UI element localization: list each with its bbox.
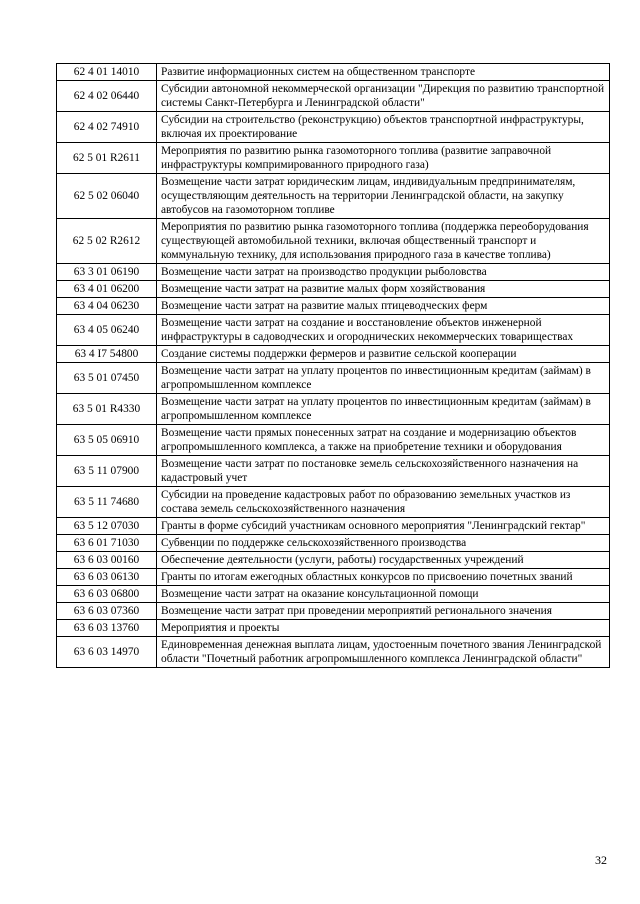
budget-code-cell: 62 5 01 R2611 (57, 143, 157, 174)
description-cell: Субвенции по поддержке сельскохозяйственного производства (157, 535, 610, 552)
budget-code-table (56, 63, 610, 668)
table-row (57, 569, 610, 586)
table-row (57, 81, 610, 112)
budget-code-cell: 62 4 01 14010 (57, 64, 157, 81)
budget-code-cell: 63 6 03 06800 (57, 586, 157, 603)
budget-code-cell: 63 3 01 06190 (57, 264, 157, 281)
table-row (57, 518, 610, 535)
description-cell: Возмещение части затрат на создание и восстановление объектов инженерной инфраструктуры в садоводческих и огороднических некоммерческих товариществах (157, 315, 610, 346)
description-cell: Возмещение части затрат на уплату процентов по инвестиционным кредитам (займам) в агропромышленном комплексе (157, 363, 610, 394)
table-row (57, 315, 610, 346)
table-row (57, 112, 610, 143)
description-cell: Возмещение части затрат на оказание консультационной помощи (157, 586, 610, 603)
table-row (57, 603, 610, 620)
budget-code-cell: 62 5 02 06040 (57, 174, 157, 219)
description-cell: Возмещение части затрат при проведении мероприятий регионального значения (157, 603, 610, 620)
table-row (57, 346, 610, 363)
description-cell: Субсидии на строительство (реконструкцию) объектов транспортной инфраструктуры, включая их проектирование (157, 112, 610, 143)
description-cell: Субсидии на проведение кадастровых работ по образованию земельных участков из состава земель сельскохозяйственного назначения (157, 487, 610, 518)
description-cell: Мероприятия по развитию рынка газомоторного топлива (поддержка переоборудования существующей автомобильной техники, включая общественный транспорт и коммунальную технику, для использования природного газа в качестве топлива) (157, 219, 610, 264)
table-row (57, 281, 610, 298)
budget-code-cell: 62 5 02 R2612 (57, 219, 157, 264)
description-cell: Возмещение части затрат на развитие малых птицеводческих ферм (157, 298, 610, 315)
description-cell: Мероприятия и проекты (157, 620, 610, 637)
budget-code-cell: 63 6 03 14970 (57, 637, 157, 668)
description-cell: Единовременная денежная выплата лицам, удостоенным почетного звания Ленинградской области "Почетный работник агропромышленного комплекса Ленинградской области" (157, 637, 610, 668)
budget-code-cell: 62 4 02 74910 (57, 112, 157, 143)
description-cell: Возмещение части затрат юридическим лицам, индивидуальным предпринимателям, осуществляющим деятельность на территории Ленинградской области, на закупку автобусов на газомоторном топливе (157, 174, 610, 219)
budget-code-cell: 63 6 03 07360 (57, 603, 157, 620)
budget-code-cell: 63 6 03 06130 (57, 569, 157, 586)
page-number: 32 (595, 853, 607, 867)
budget-code-cell: 63 5 12 07030 (57, 518, 157, 535)
table-row (57, 425, 610, 456)
budget-code-cell: 63 4 04 06230 (57, 298, 157, 315)
description-cell: Создание системы поддержки фермеров и развитие сельской кооперации (157, 346, 610, 363)
description-cell: Возмещение части прямых понесенных затрат на создание и модернизацию объектов агропромышленного комплекса, а также на приобретение техники и оборудования (157, 425, 610, 456)
table-row (57, 219, 610, 264)
table-row (57, 64, 610, 81)
description-cell: Гранты по итогам ежегодных областных конкурсов по присвоению почетных званий (157, 569, 610, 586)
table-row (57, 394, 610, 425)
table-row (57, 487, 610, 518)
description-cell: Гранты в форме субсидий участникам основного мероприятия "Ленинградский гектар" (157, 518, 610, 535)
budget-code-cell: 63 5 01 07450 (57, 363, 157, 394)
table-row (57, 637, 610, 668)
budget-code-cell: 63 5 11 74680 (57, 487, 157, 518)
description-cell: Развитие информационных систем на общественном транспорте (157, 64, 610, 81)
table-body (57, 64, 610, 668)
table-row (57, 264, 610, 281)
table-row (57, 620, 610, 637)
description-cell: Обеспечение деятельности (услуги, работы) государственных учреждений (157, 552, 610, 569)
budget-code-cell: 63 4 I7 54800 (57, 346, 157, 363)
budget-code-cell: 63 6 03 00160 (57, 552, 157, 569)
table-row (57, 456, 610, 487)
description-cell: Возмещение части затрат по постановке земель сельскохозяйственного назначения на кадастровый учет (157, 456, 610, 487)
budget-code-cell: 63 4 05 06240 (57, 315, 157, 346)
description-cell: Возмещение части затрат на уплату процентов по инвестиционным кредитам (займам) в агропромышленном комплексе (157, 394, 610, 425)
table-row (57, 174, 610, 219)
table-row (57, 298, 610, 315)
budget-code-cell: 63 5 11 07900 (57, 456, 157, 487)
description-cell: Мероприятия по развитию рынка газомоторного топлива (развитие заправочной инфраструктуры компримированного природного газа) (157, 143, 610, 174)
budget-code-cell: 63 5 01 R4330 (57, 394, 157, 425)
description-cell: Возмещение части затрат на производство продукции рыболовства (157, 264, 610, 281)
budget-code-cell: 63 5 05 06910 (57, 425, 157, 456)
description-cell: Возмещение части затрат на развитие малых форм хозяйствования (157, 281, 610, 298)
budget-code-cell: 62 4 02 06440 (57, 81, 157, 112)
table-row (57, 552, 610, 569)
description-cell: Субсидии автономной некоммерческой организации "Дирекция по развитию транспортной системы Санкт-Петербурга и Ленинградской области" (157, 81, 610, 112)
budget-code-cell: 63 6 01 71030 (57, 535, 157, 552)
table-row (57, 363, 610, 394)
table-row (57, 143, 610, 174)
table-row (57, 535, 610, 552)
budget-code-cell: 63 6 03 13760 (57, 620, 157, 637)
table-row (57, 586, 610, 603)
budget-code-cell: 63 4 01 06200 (57, 281, 157, 298)
